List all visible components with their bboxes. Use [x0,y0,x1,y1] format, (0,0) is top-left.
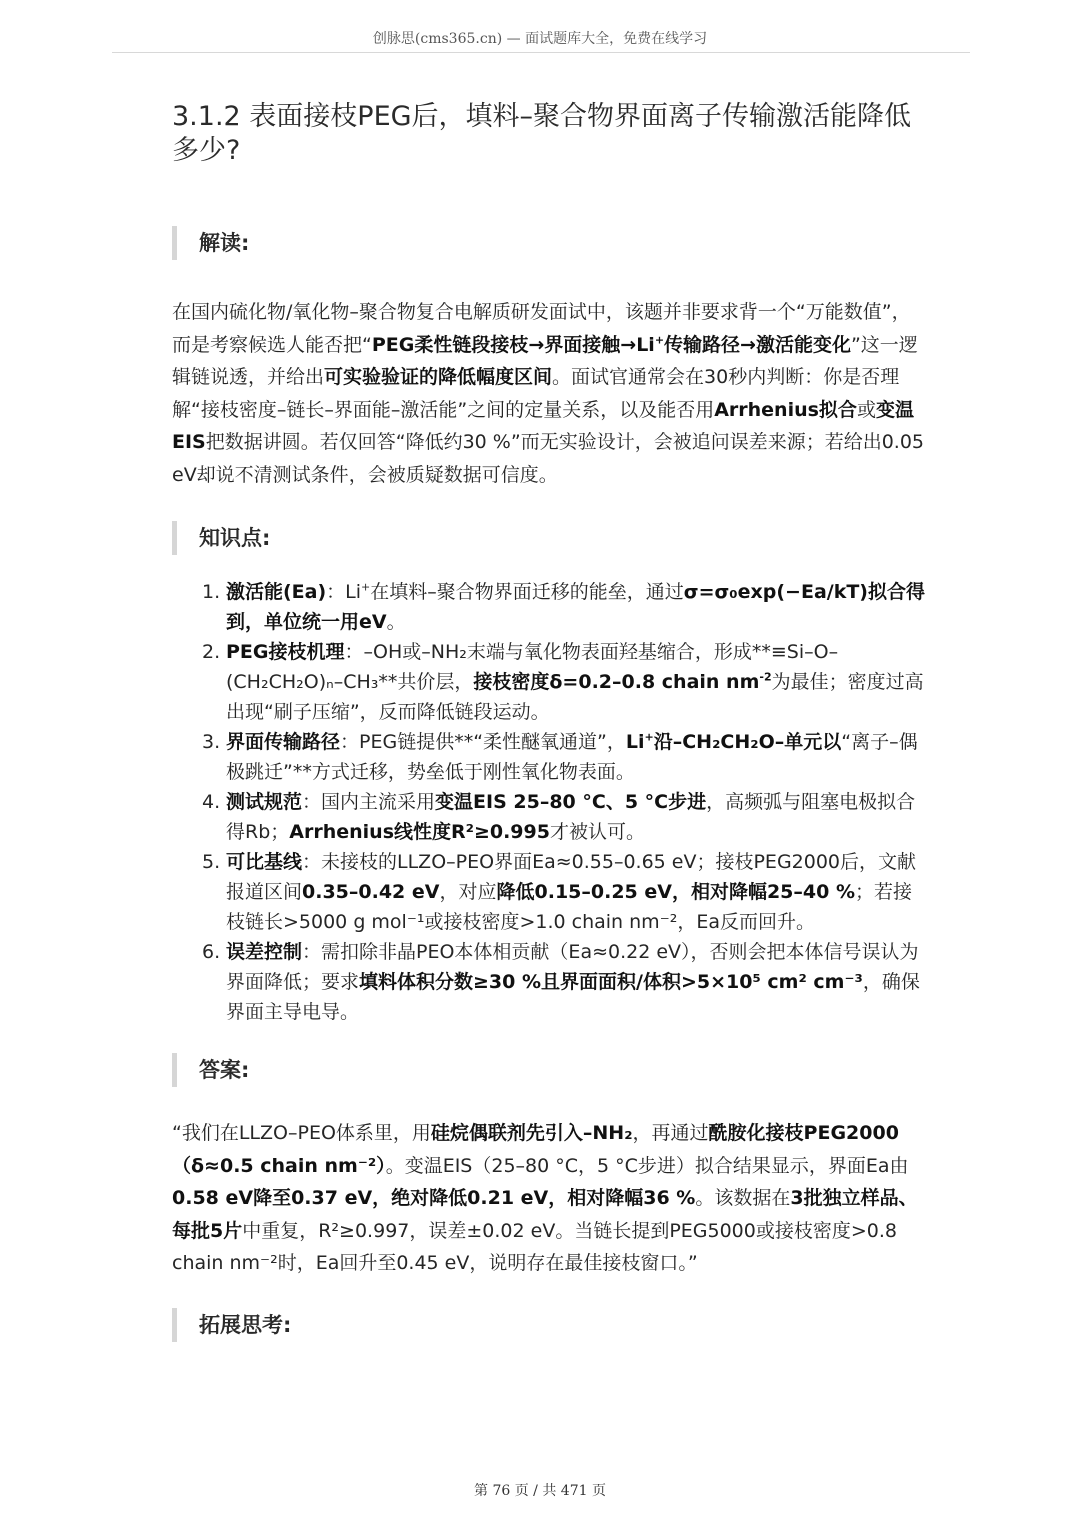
interpretation-bold: 变温EIS [172,398,914,453]
list-item [172,937,928,1027]
item-bold-text: 接枝密度δ=0.2–0.8 chain nm [473,671,760,693]
interpretation-text: 在国内硫化物/氧化物–聚合物复合电解质研发面试中，该题并非要求背一个“万能数值”，而是考察候选人能否把“ [172,301,911,356]
item-bold: Arrhenius线性度R²≥0.995 [289,821,550,843]
item-text: 为最佳；密度过高出现“刷子压缩”，反而降低链段运动。 [226,671,924,723]
answer-bold: 硅烷偶联剂先引入–NH₂ [430,1122,633,1144]
interpretation-paragraph [172,296,928,491]
item-text: ；若接枝链长>5000 g mol⁻¹或接枝密度>1.0 chain nm⁻²，Ea反而回升。 [226,881,913,933]
item-label: 激活能(Ea) [226,581,327,603]
extension-heading: 拓展思考: [172,1308,928,1342]
interpretation-bold: Arrhenius拟合 [714,398,857,421]
item-bold: σ=σ₀exp(−Ea/kT)拟合得到，单位统一用eV [226,581,925,633]
list-item [172,727,928,787]
item-text: ，对应 [439,881,497,903]
answer-text: 中重复，R²≥0.997，误差±0.02 eV。当链长提到PEG5000或接枝密度>0.8 chain nm⁻²时，Ea回升至0.45 eV，说明存在最佳接枝窗口。” [172,1219,897,1274]
interpretation-bold: 可实验验证的降低幅度区间 [324,366,553,388]
item-text: ：Li [326,581,362,603]
item-number: 6. [202,941,221,963]
item-text: 在填料–聚合物界面迁移的能垒，通过 [370,581,684,603]
item-number: 4. [202,791,221,813]
item-text: ，确保界面主导电导。 [226,971,920,1023]
item-text: ：需扣除非晶PEO本体相贡献（Ea≈0.22 eV），否则会把本体信号误认为界面降低；要求 [226,941,919,993]
knowledge-list [172,577,928,1027]
answer-text: 。变温EIS（25–80 °C，5 °C步进）拟合结果显示，界面Ea由 [385,1154,909,1177]
item-bold: 填料体积分数≥30 %且界面面积/体积>5×10⁵ cm² cm⁻³ [359,971,863,993]
document-body [172,100,928,1342]
item-text: 才被认可。 [549,821,645,843]
item-text: ：PEG链提供**“柔性醚氧通道”， [340,731,626,753]
item-label: 误差控制 [226,941,303,963]
superscript: -2 [759,670,772,684]
answer-text: “我们在LLZO–PEO体系里，用 [172,1122,431,1144]
superscript: + [644,730,654,744]
question-title [172,100,928,168]
answer-text: 。该数据在 [695,1187,791,1209]
item-label: 测试规范 [226,791,303,813]
superscript: + [654,333,665,347]
item-number: 1. [202,581,221,603]
item-bold: 0.35–0.42 eV [302,881,440,903]
answer-heading: 答案: [172,1053,928,1087]
list-item [172,577,928,637]
item-label: PEG接枝机理 [226,641,345,663]
header-divider [112,52,970,53]
interpretation-text: 或 [856,398,876,421]
question-title-line1: 3.1.2 表面接枝PEG后，填料–聚合物界面离子传输激活能降低 [172,101,912,132]
list-item [172,637,928,727]
knowledge-heading: 知识点: [172,521,928,555]
answer-text: ，再通过 [632,1122,709,1144]
item-text: “离子–偶极跳迁”**方式迁移，势垒低于刚性氧化物表面。 [226,731,918,783]
item-number: 5. [202,851,221,873]
interpretation-bold-text: PEG柔性链段接枝→界面接触→Li [371,333,655,356]
item-label: 界面传输路径 [226,731,341,753]
answer-bold: 酰胺化接枝PEG2000（δ≈0.5 chain nm⁻²） [172,1122,899,1177]
list-item [172,847,928,937]
answer-bold: 0.58 eV降至0.37 eV，绝对降低0.21 eV，相对降幅36 % [172,1187,696,1209]
item-bold-text: Li [625,731,645,753]
item-text: 。 [386,611,406,633]
item-bold: 变温EIS 25–80 °C、5 °C步进 [435,791,707,813]
item-number: 2. [202,641,221,663]
site-banner: 创脉思(cms365.cn) — 面试题库大全，免费在线学习 [372,31,708,47]
list-item [172,787,928,847]
item-label: 可比基线 [226,851,303,873]
superscript: + [361,580,371,594]
item-text: ，高频弧与阻塞电极拟合得Rb； [226,791,916,843]
interpretation-text: ”这一逻辑链说透，并给出 [172,333,918,388]
item-text: ：未接枝的LLZO–PEO界面Ea≈0.55–0.65 eV；接枝PEG2000后，文献报道区间 [226,851,917,903]
item-bold [473,671,771,693]
interpretation-text: 。面试官通常会在30秒内判断：你是否理解“接枝密度–链长–界面能–激活能”之间的定量关系，以及能否用 [172,366,900,421]
item-bold-text: 沿–CH₂CH₂O–单元以 [653,731,842,753]
answer-bold: 3批独立样品、每批5片 [172,1187,918,1242]
item-bold [626,731,841,753]
item-bold: 降低0.15–0.25 eV，相对降幅25–40 % [496,881,855,903]
interpretation-text: 把数据讲圆。若仅回答“降低约30 %”而无实验设计，会被追问误差来源；若给出0.05 eV却说不清测试条件，会被质疑数据可信度。 [172,431,924,486]
interpretation-bold [372,334,851,356]
interpretation-heading: 解读: [172,226,928,260]
item-number: 3. [202,731,221,753]
interpretation-bold-text: 传输路径→激活能变化 [664,333,851,356]
item-text: ：–OH或–NH₂末端与氧化物表面羟基缩合，形成**≡Si–O–(CH₂CH₂O)ₙ–CH₃**共价层， [226,641,839,693]
question-title-line2: 多少? [172,135,241,166]
page-number: 第 76 页 / 共 471 页 [474,1483,606,1499]
answer-paragraph [172,1117,928,1280]
item-text: ：国内主流采用 [302,791,436,813]
